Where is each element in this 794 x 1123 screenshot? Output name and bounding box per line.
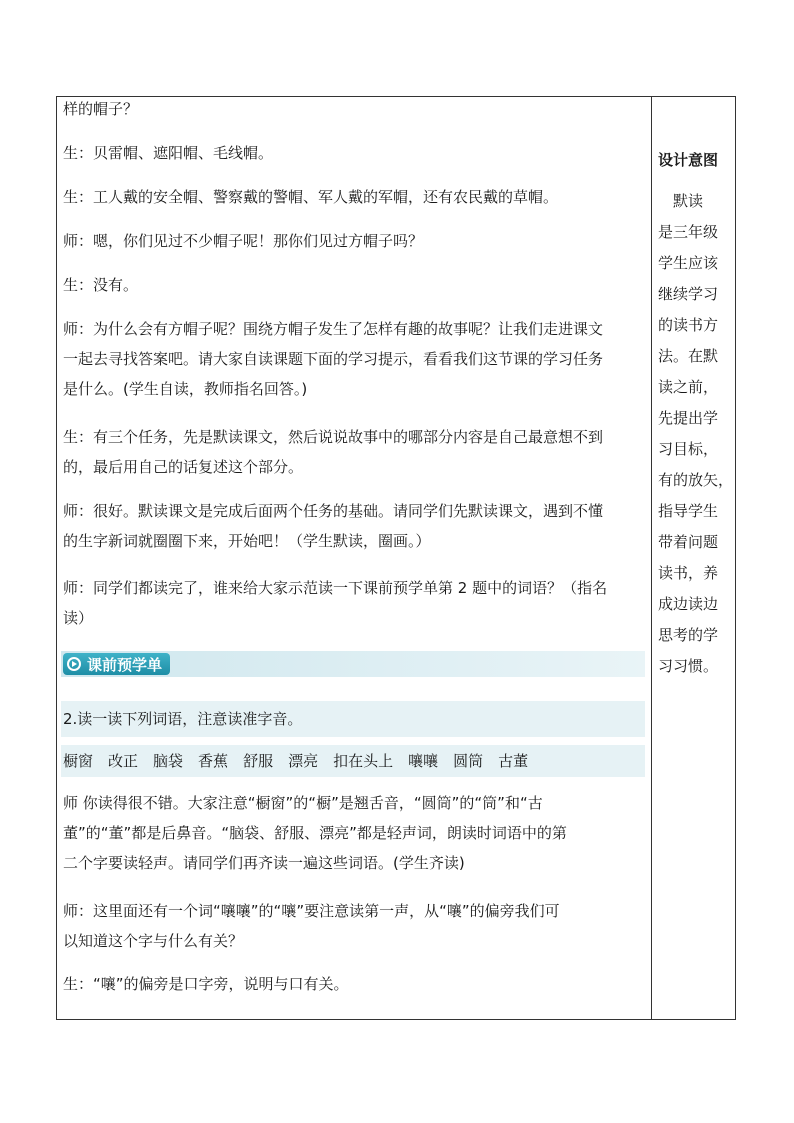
exercise-prompt: 2.读一读下列词语，注意读准字音。 bbox=[63, 710, 303, 728]
side-line: 先提出学 bbox=[658, 409, 719, 427]
text-line: 董”的“董”都是后鼻音。“脑袋、舒服、漂亮”都是轻声词，朗读时词语中的第 bbox=[63, 824, 567, 842]
text-line: 生：有三个任务，先是默读课文，然后说说故事中的哪部分内容是自己最意想不到 bbox=[63, 428, 604, 446]
text-line: 的生字新词就圈圈下来，开始吧！（学生默读，圈画。） bbox=[63, 532, 431, 550]
side-line: 习目标， bbox=[658, 440, 719, 458]
design-intent-title: 设计意图 bbox=[658, 151, 719, 169]
text-line: 师：这里面还有一个词“嚷嚷”的“嚷”要注意读第一声，从“嚷”的偏旁我们可 bbox=[63, 902, 560, 920]
lesson-content bbox=[57, 97, 651, 1019]
side-line: 学生应该 bbox=[658, 254, 719, 272]
side-line: 继续学习 bbox=[658, 285, 719, 303]
text-line: 生：“嚷”的偏旁是口字旁，说明与口有关。 bbox=[63, 975, 349, 993]
banner-label: 课前预学单 bbox=[87, 655, 163, 674]
word-item: 古董 bbox=[498, 752, 529, 770]
word-item: 脑袋 bbox=[153, 752, 184, 770]
text-line: 师：为什么会有方帽子呢？围绕方帽子发生了怎样有趣的故事呢？让我们走进课文 bbox=[63, 320, 604, 338]
word-item: 扣在头上 bbox=[333, 752, 394, 770]
text-line: 读） bbox=[63, 609, 94, 627]
side-line: 读之前， bbox=[658, 378, 719, 396]
banner-tag bbox=[63, 653, 170, 675]
word-item: 香蕉 bbox=[198, 752, 229, 770]
side-line: 有的放矢， bbox=[658, 471, 734, 489]
text-line: 一起去寻找答案吧。请大家自读课题下面的学习提示，看看我们这节课的学习任务 bbox=[63, 350, 604, 368]
text-line: 样的帽子？ bbox=[63, 100, 139, 118]
side-line: 法。在默 bbox=[658, 347, 719, 365]
side-line: 默读 bbox=[658, 192, 704, 210]
text-line: 师 你读得很不错。大家注意“橱窗”的“橱”是翘舌音，“圆筒”的“筒”和“古 bbox=[63, 794, 543, 812]
word-item: 改正 bbox=[108, 752, 139, 770]
side-line: 读书，养 bbox=[658, 564, 719, 582]
side-line: 思考的学 bbox=[658, 626, 719, 644]
word-list bbox=[63, 751, 543, 771]
design-intent-column bbox=[652, 97, 736, 1019]
text-line: 师：同学们都读完了，谁来给大家示范读一下课前预学单第 2 题中的词语？（指名 bbox=[63, 579, 608, 597]
lesson-table bbox=[56, 96, 736, 1020]
word-item: 橱窗 bbox=[63, 752, 94, 770]
word-item: 舒服 bbox=[243, 752, 274, 770]
side-line: 的读书方 bbox=[658, 316, 719, 334]
side-line: 是三年级 bbox=[658, 223, 719, 241]
side-line: 带着问题 bbox=[658, 533, 719, 551]
play-circle-icon bbox=[67, 657, 81, 671]
text-line: 师：嗯，你们见过不少帽子呢！那你们见过方帽子吗？ bbox=[63, 232, 424, 250]
text-line: 生：没有。 bbox=[63, 276, 139, 294]
side-line: 习习惯。 bbox=[658, 657, 719, 675]
text-line: 生：贝雷帽、遮阳帽、毛线帽。 bbox=[63, 144, 274, 162]
text-line: 以知道这个字与什么有关？ bbox=[63, 932, 244, 950]
preview-banner bbox=[61, 651, 645, 677]
text-line: 师：很好。默读课文是完成后面两个任务的基础。请同学们先默读课文，遇到不懂 bbox=[63, 502, 604, 520]
text-line: 是什么。(学生自读，教师指名回答。) bbox=[63, 380, 308, 398]
word-item: 漂亮 bbox=[288, 752, 319, 770]
word-item: 圆筒 bbox=[453, 752, 484, 770]
text-line: 的，最后用自己的话复述这个部分。 bbox=[63, 458, 304, 476]
side-line: 成边读边 bbox=[658, 595, 719, 613]
side-line: 指导学生 bbox=[658, 502, 719, 520]
word-item: 嚷嚷 bbox=[408, 752, 439, 770]
text-line: 生：工人戴的安全帽、警察戴的警帽、军人戴的军帽，还有农民戴的草帽。 bbox=[63, 188, 559, 206]
text-line: 二个字要读轻声。请同学们再齐读一遍这些词语。(学生齐读) bbox=[63, 854, 465, 872]
